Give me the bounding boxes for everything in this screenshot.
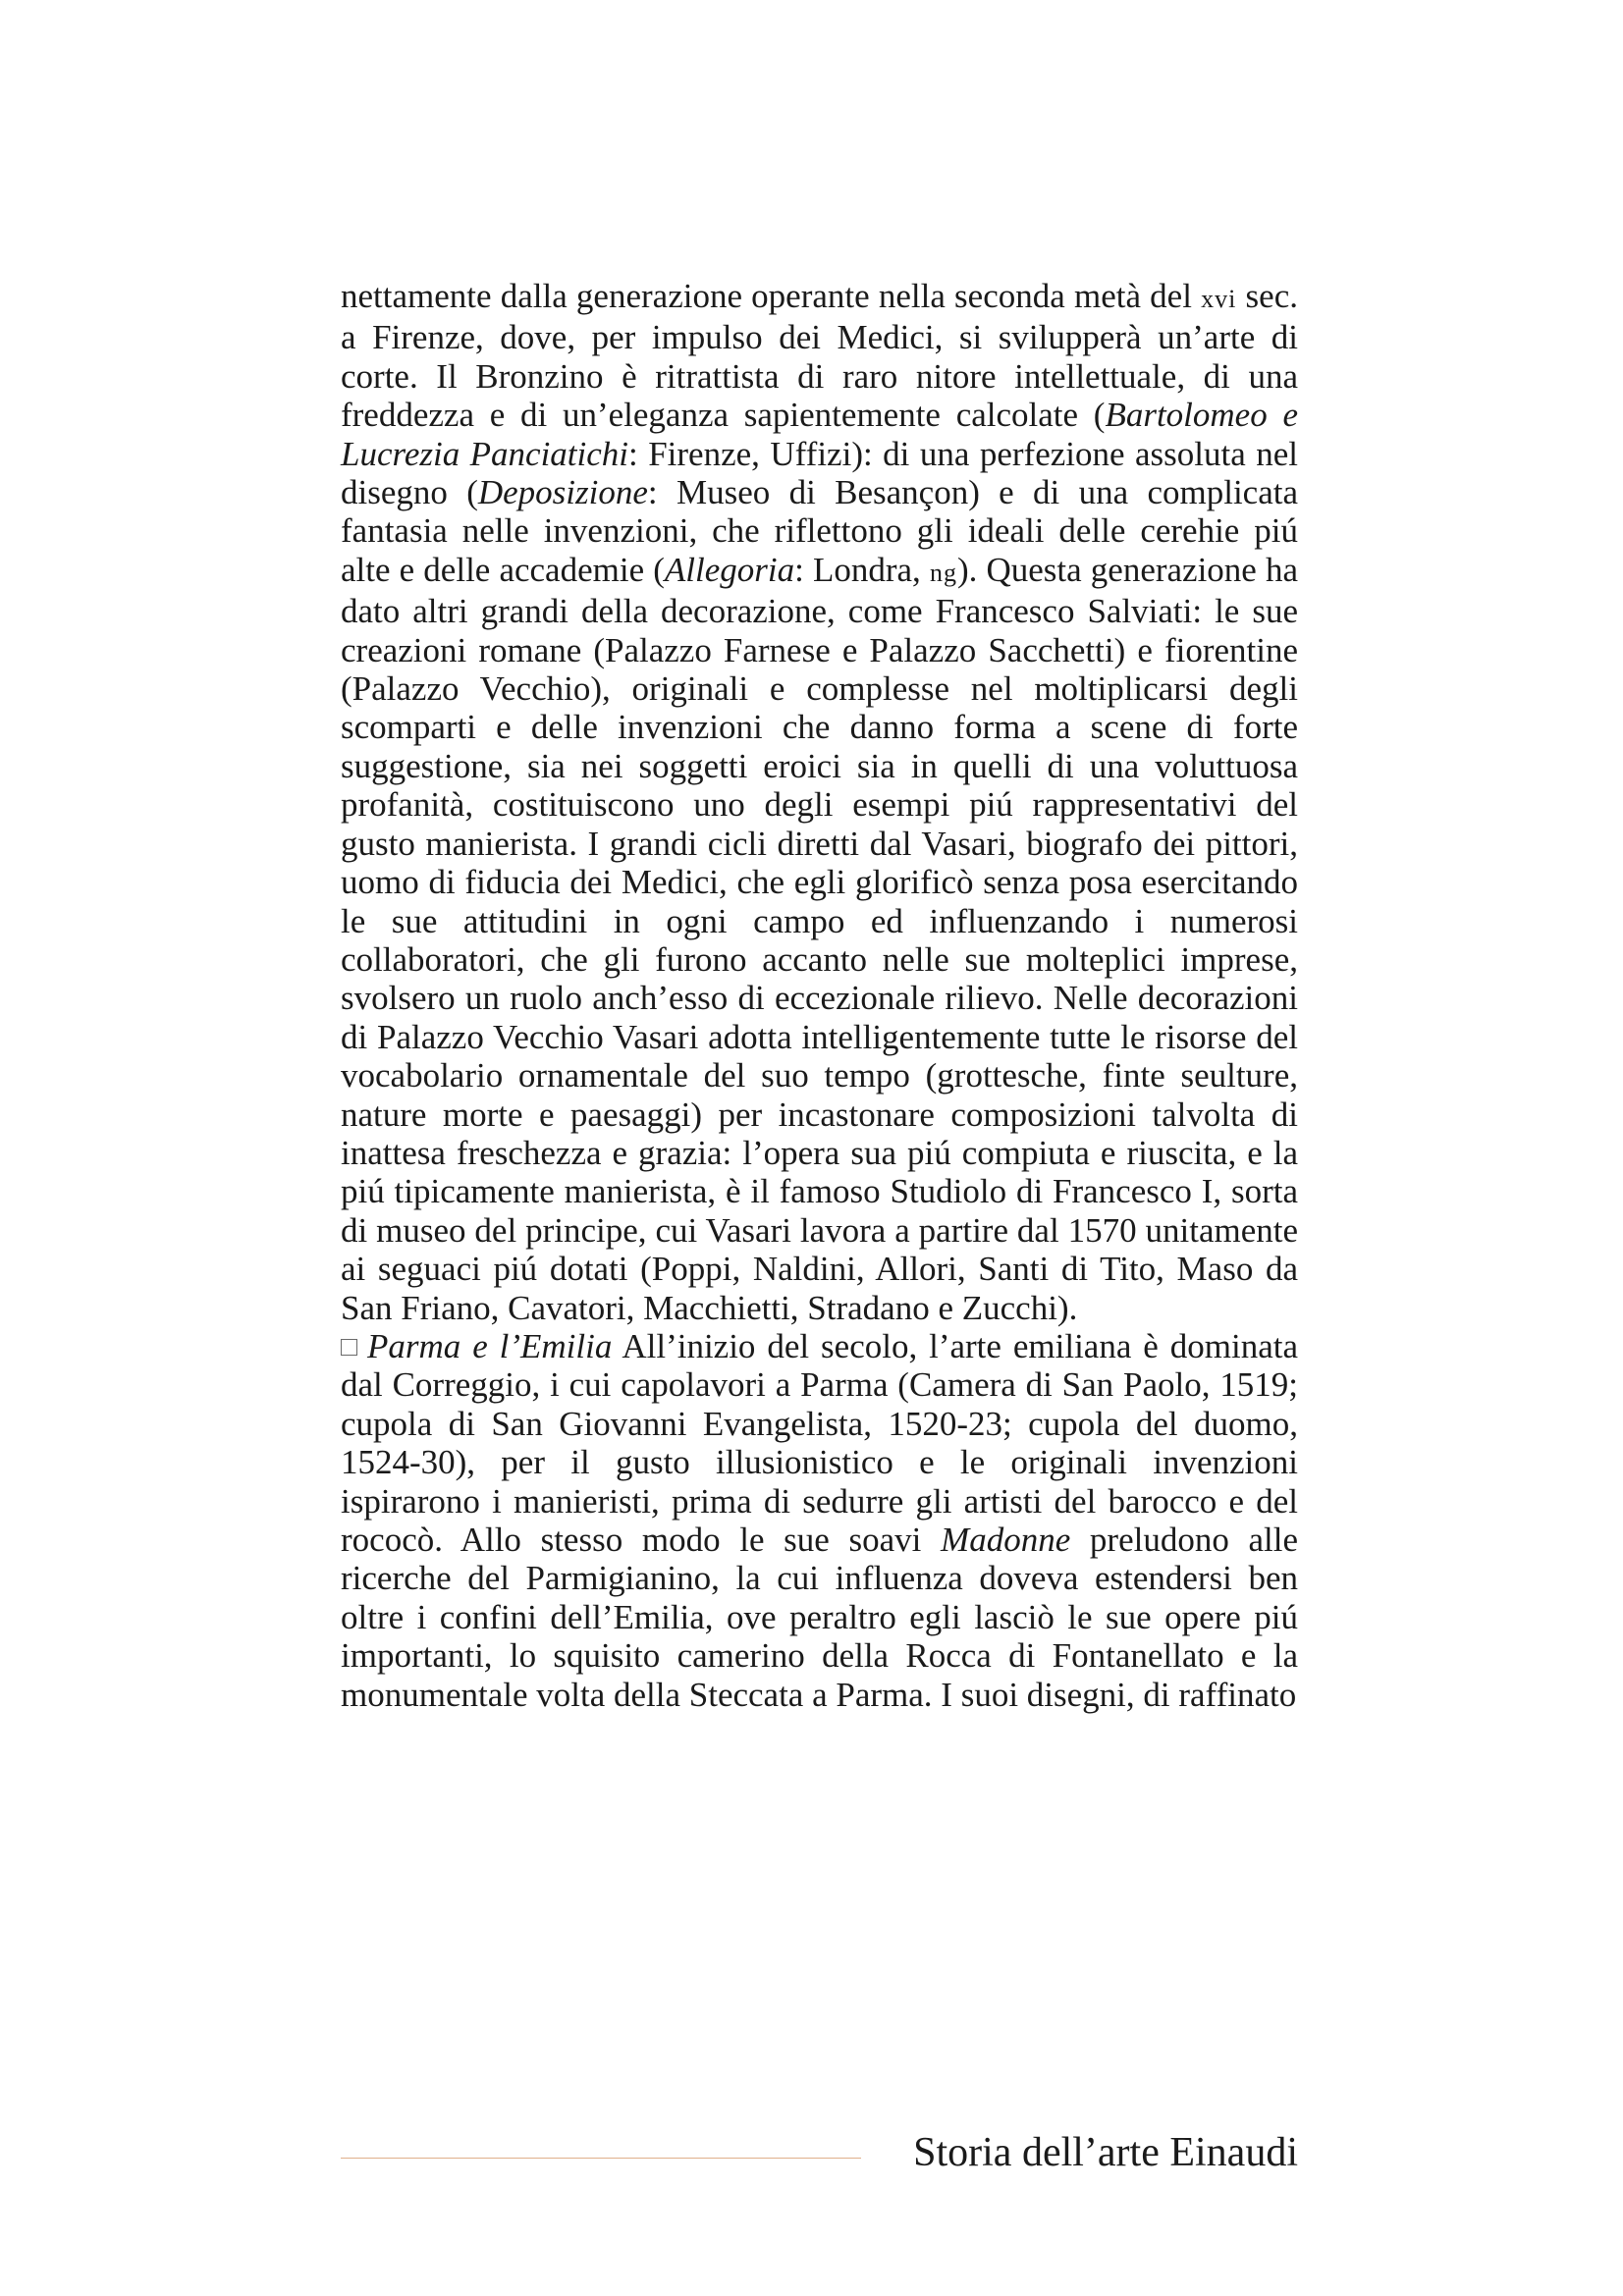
text-segment: All’inizio del secolo, l’arte emiliana è dominata dal Correggio, i cui capolavori a Parma (Camera di San Paolo, 1519; cupola di San Giovanni Evangelista, 1520-23; cupola del duomo, 1524-30), per il gusto illusionistico e le originali invenzioni ispirarono i manieristi, prima di sedurre gli artisti del barocco e del rococò. Allo stesso modo le sue soavi [341, 1326, 1298, 1559]
text-segment: : Firenze, Uffizi): di una perfezione assoluta nel disegno ( [341, 434, 1298, 512]
section-heading: Parma e l’Emilia [367, 1326, 613, 1365]
section-box-icon [341, 1339, 357, 1356]
footer-rule [341, 2158, 861, 2159]
artwork-title: Deposizione [477, 473, 648, 512]
text-segment: ). Questa generazione ha dato altri grandi della decorazione, come Francesco Salviati: le sue creazioni romane (Palazzo Farnese e Palazzo Sacchetti) e fiorentine (Palazzo Vecchio), originali e complesse nel moltiplicarsi degli scomparti e delle invenzioni che danno forma a scene di forte suggestione, sia nei soggetti eroici sia in quelli di una voluttuosa profanità, costituiscono uno degli esempi piú rappresentativi del gusto manierista. I grandi cicli diretti dal Vasari, biografo dei pittori, uomo di fiducia dei Medici, che egli glorificò senza posa esercitando le sue attitudini in ogni campo ed influenzando i numerosi collaboratori, che gli furono accanto nelle sue molteplici imprese, svolsero un ruolo anch’esso di eccezionale rilievo. Nelle decorazioni di Palazzo Vecchio Vasari adotta intelligentemente tutte le risorse del vocabolario ornamentale del suo tempo (grottesche, finte seulture, nature morte e paesaggi) per incastonare composizioni talvolta di inattesa freschezza e grazia: l’opera sua piú compiuta e riuscita, e la piú tipicamente manierista, è il famoso Studiolo di Francesco I, sorta di museo del principe, cui Vasari lavora a partire dal 1570 unitamente ai seguaci piú dotati (Poppi, Naldini, Allori, Santi di Tito, Maso da San Friano, Cavatori, Macchietti, Stradano e Zucchi). [341, 550, 1299, 1327]
paragraph-mannerism-florence [341, 277, 1298, 1327]
artwork-title: Bartolomeo e Lucrezia Panciatichi [341, 396, 1298, 473]
artwork-title: Madonne [941, 1521, 1071, 1559]
text-segment: preludono alle ricerche del Parmigianino, la cui influenza doveva estendersi ben oltre i confini dell’Emilia, ove peraltro egli lasciò le sue opere piú importanti, lo squisito camerino della Rocca di Fontanellato e la monumentale volta della Steccata a Parma. I suoi disegni, di raffinato [341, 1521, 1299, 1714]
artwork-title: Allegoria [664, 550, 795, 589]
body-text [341, 277, 1298, 1714]
footer-title: Storia dell’arte Einaudi [913, 2130, 1298, 2175]
text-segment: : Museo di Besançon) e di una complicata fantasia nelle invenzioni, che riflettono gli ideali delle cerehie piú alte e delle accademie ( [341, 473, 1298, 589]
text-segment: sec. a Firenze, dove, per impulso dei Medici, si svilupperà un’arte di corte. Il Bronzino è ritrattista di raro nitore intellettuale, di una freddezza e di un’eleganza sapientemente calcolate ( [341, 277, 1298, 435]
century-numeral: xvi [1201, 285, 1237, 313]
text-segment: nettamente dalla generazione operante nella seconda metà del [341, 277, 1202, 315]
museum-abbreviation: ng [929, 558, 957, 587]
paragraph-parma-emilia [341, 1327, 1298, 1714]
text-segment: : Londra, [794, 550, 930, 589]
